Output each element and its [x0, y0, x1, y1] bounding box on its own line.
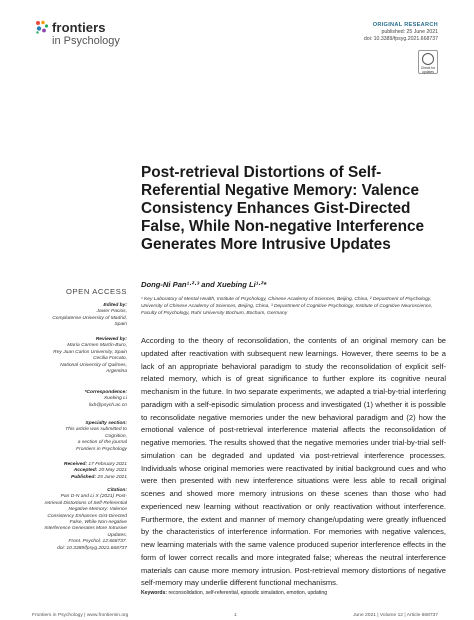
abstract: According to the theory of reconsolidation, the contents of an original memory can be updated after reactivation with subsequent new learnings. However, there seems to be a lack of an appropriate behavioral paradigm to study the reconsolidation of explicit self-related memory, which is of great significance to further explore its cognitive neural mechanism in the future. In two separate experiments, we adapted a trial-by-trial interfering paradigm with a self-episodic simulation process and investigated (1) whether it is possible to reconsolidate negative memories under the new behavioral paradigm and (2) how the emotional valence of post-retrieval interference material affects the reconsolidation of negative memories. The results showed that the negative memories under trial-by-trial self-simulation can be degraded and updated via post-retrieval interference processes. Individuals whose original memories were reactivated by initial background cues and who were then presented with new interference situations were less able to recall original scenes and showed more memory intrusions on these scenes than those who had experienced new learning without reactivation or only reactivation without interference. Furthermore, the extent and manner of memory change/updating were greatly influenced by the characteristics of interference information. For memories with negative valences, new learning materials with the same valence produced superior interference effects in the form of lower correct recalls and more integrated false; whereas the neutral interference materials can cause more memory intrusion. Post-retrieval memory distortions of negative self-memory may underlie different functional mechanisms.: [141, 336, 446, 588]
correspondence-email[interactable]: lixb@psych.ac.cn: [88, 402, 127, 408]
keywords-label: Keywords:: [141, 590, 168, 596]
edited-by: Edited by: Javier Pacios, Complutense University of Madrid, Spain: [52, 303, 127, 328]
footer-journal[interactable]: Frontiers in Psychology | www.frontiersin.org: [32, 613, 129, 618]
reviewed-by: Reviewed by: María Carmen Martín-Buro, Rey Juan Carlos University, Spain Cecilia Forcato, National University of Quilmes, Argentina: [53, 337, 127, 375]
citation: Citation: Pan D-N and Li X (2021) Post- retrieval Distortions of Self-Referential Negative Memory: Valence Consistency Enhances Gist-Directed False, While Non-negative Interference Generates More Intrusive Updates. Front. Psychol. 12:668737. doi: 10.3389/fpsyg.2021.668737: [32, 488, 127, 552]
open-access-label: OPEN ACCESS: [66, 287, 128, 296]
page-number: 1: [234, 613, 237, 618]
specialty-section: Specialty section: This article was submitted to Cognition, a section of the journal Frontiers in Psychology: [65, 421, 127, 452]
article-meta: [364, 22, 438, 43]
published-date: published: 25 June 2021: [381, 29, 438, 35]
check-for-updates-button[interactable]: Check for updates: [418, 50, 438, 74]
keywords: [141, 590, 327, 596]
correspondence: *Correspondence: Xuebing Li lixb@psych.ac.cn: [32, 390, 127, 409]
citation-doi[interactable]: doi: 10.3389/fpsyg.2021.668737: [57, 545, 127, 551]
authors[interactable]: Dong-Ni Pan¹·²·³ and Xuebing Li¹·²*: [141, 280, 267, 289]
footer-volume: June 2021 | Volume 12 | Article 668737: [353, 613, 438, 618]
journal-subtitle: in Psychology: [52, 35, 120, 47]
article-title: Post-retrieval Distortions of Self-Referential Negative Memory: Valence Consistency Enhances Gist-Directed False, While Non-negative Interference Generates More Intrusive Updates: [141, 164, 425, 253]
journal-name: frontiers: [52, 20, 106, 35]
article-type: ORIGINAL RESEARCH: [372, 22, 438, 28]
affiliations: ¹ Key Laboratory of Mental Health, Institute of Psychology, Chinese Academy of Sciences, Beijing, China, ² Department of Psychology, University of Chinese Academy of Sciences, Beijing, China, ³ Department of Cognitive Psychology, Institute of Cognitive Neuroscience, Faculty of Psychology, Ruhr University Bochum, Bochum, Germany: [141, 297, 433, 317]
frontiers-logo-icon: [35, 20, 49, 34]
update-check-icon: [422, 53, 434, 65]
doi[interactable]: doi: 10.3389/fpsyg.2021.668737: [363, 36, 438, 42]
keywords-list: reconsolidation, self-referential, episodic simulation, emotion, updating: [168, 590, 328, 596]
dates: Received: 17 February 2021 Accepted: 20 May 2021 Published: 25 June 2021: [63, 462, 127, 480]
